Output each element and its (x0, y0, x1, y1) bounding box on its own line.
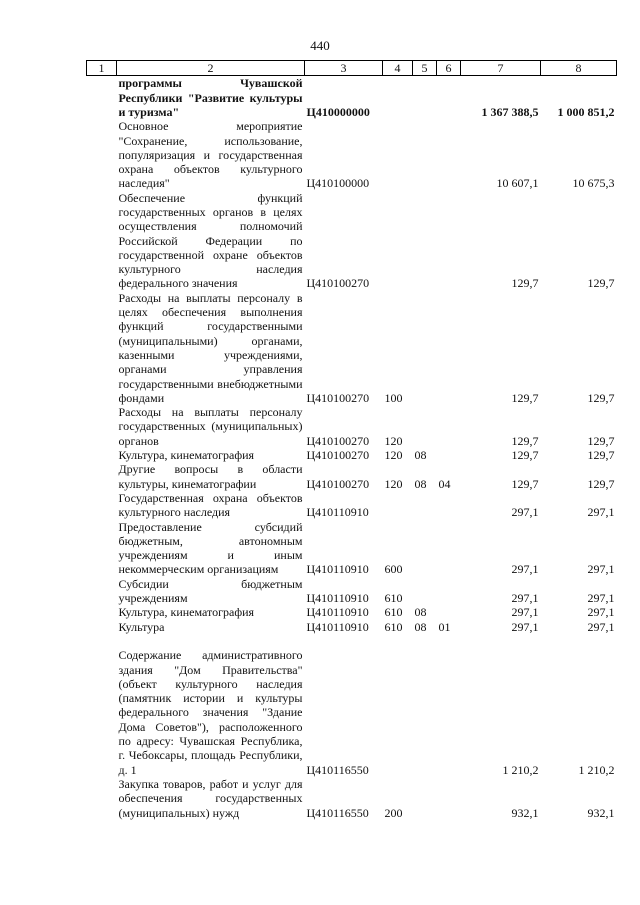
budget-table (86, 60, 617, 820)
row-subsection (437, 605, 461, 619)
row-sum-2: 932,1 (587, 805, 615, 820)
row-sum-1: 129,7 (511, 276, 539, 291)
row-sum-2: 129,7 (587, 448, 615, 463)
row-target-code: Ц410110910 (306, 505, 369, 520)
row-section (413, 76, 437, 119)
row-section (413, 291, 437, 405)
row-name: Культура, кинематография (118, 605, 255, 620)
row-expense-type: 610 (384, 619, 403, 634)
row-target-code: Ц410100270 (306, 276, 370, 291)
row-subsection (437, 491, 461, 520)
row-sum-1: 129,7 (511, 433, 539, 448)
row-expense-type: 610 (384, 605, 403, 620)
row-sum-2: 297,1 (587, 562, 615, 577)
row-sum-2: 297,1 (587, 591, 615, 606)
row-sum-1: 1 210,2 (502, 762, 539, 777)
row-section (413, 634, 437, 777)
row-expense-type (383, 119, 413, 191)
row-target-code: Ц410116550 (306, 805, 369, 820)
row-subsection (437, 777, 461, 820)
row-sum-2: 297,1 (587, 605, 615, 620)
table-header-row (87, 61, 617, 76)
table-row (87, 520, 617, 577)
row-section (413, 520, 437, 577)
row-sum-2: 10 675,3 (572, 176, 615, 191)
table-row (87, 76, 617, 119)
row-expense-type (383, 634, 413, 777)
row-sum-1: 129,7 (511, 476, 539, 491)
header-col-8: 8 (541, 61, 617, 76)
row-section (413, 191, 437, 291)
row-name: Обеспечение функций государственных органов в целях осуществления полномочий Российской Федерации по государственной охране объектов культурного наследия федерального значения (118, 190, 303, 291)
row-name: Расходы на выплаты персоналу государственных (муниципальных) органов (118, 405, 303, 448)
table-row (87, 605, 617, 619)
header-col-7: 7 (461, 61, 541, 76)
row-section (413, 405, 437, 448)
row-sum-1: 297,1 (511, 619, 539, 634)
row-expense-type (383, 191, 413, 291)
row-name: программы Чувашской Республики "Развитие культуры и туризма" (118, 76, 303, 119)
row-section (413, 119, 437, 191)
row-target-code: Ц410000000 (306, 104, 370, 119)
table-row (87, 462, 617, 491)
row-subsection (437, 405, 461, 448)
table-row (87, 634, 617, 777)
row-subsection (437, 76, 461, 119)
row-sum-2: 129,7 (587, 276, 615, 291)
table-row (87, 405, 617, 448)
table-row (87, 291, 617, 405)
row-target-code: Ц410100270 (306, 448, 370, 463)
row-section (413, 777, 437, 820)
row-name: Культура, кинематография (118, 448, 255, 463)
row-target-code: Ц410100270 (306, 433, 370, 448)
row-sum-2: 129,7 (587, 390, 615, 405)
row-name: Закупка товаров, работ и услуг для обеспечения государственных (муниципальных) нужд (118, 776, 303, 820)
row-target-code: Ц410116550 (306, 762, 369, 777)
table-row (87, 191, 617, 291)
row-section: 08 (414, 605, 427, 620)
table-row (87, 119, 617, 191)
row-target-code: Ц410110910 (306, 591, 369, 606)
row-expense-type: 120 (384, 448, 403, 463)
row-sum-1: 129,7 (511, 390, 539, 405)
row-section: 08 (414, 619, 427, 634)
row-sum-1: 129,7 (511, 448, 539, 463)
row-sum-1: 297,1 (511, 591, 539, 606)
table-row (87, 448, 617, 462)
row-sum-2: 297,1 (587, 619, 615, 634)
row-sum-1: 297,1 (511, 562, 539, 577)
table-row (87, 620, 617, 634)
row-subsection (437, 448, 461, 462)
header-col-2: 2 (117, 61, 305, 76)
row-subsection: 04 (438, 476, 451, 491)
row-sum-2: 129,7 (587, 433, 615, 448)
row-expense-type: 120 (384, 433, 403, 448)
row-subsection (437, 577, 461, 606)
row-expense-type: 610 (384, 591, 403, 606)
row-sum-1: 1 367 388,5 (481, 104, 539, 119)
row-subsection: 01 (438, 619, 451, 634)
row-sum-2: 297,1 (587, 505, 615, 520)
row-expense-type (383, 76, 413, 119)
row-name: Государственная охрана объектов культурного наследия (118, 490, 303, 520)
row-sum-1: 297,1 (511, 605, 539, 620)
row-subsection (437, 520, 461, 577)
row-name: Предоставление субсидий бюджетным, автономным учреждениям и иным некоммерческим организациям (118, 519, 303, 577)
row-target-code: Ц410100270 (306, 390, 370, 405)
row-sum-1: 297,1 (511, 505, 539, 520)
row-name: Основное мероприятие "Сохранение, использование, популяризация и государственная охрана объектов культурного наследия" (118, 119, 303, 191)
row-target-code: Ц410110910 (306, 562, 369, 577)
table-row (87, 577, 617, 606)
row-target-code: Ц410100270 (306, 476, 370, 491)
row-sum-2: 129,7 (587, 476, 615, 491)
row-name: Субсидии бюджетным учреждениям (118, 576, 303, 606)
row-section: 08 (414, 476, 427, 491)
header-col-1: 1 (87, 61, 117, 76)
row-name: Другие вопросы в области культуры, кинематографии (118, 462, 303, 491)
page-number: 440 (310, 38, 330, 53)
row-name: Содержание административного здания "Дом Правительства" (объект культурного наследия (памятник истории и культуры федерального значения "Здание Дома Советов"), расположенного по адресу: Чувашская Республика, г. Чебоксары, площадь Республики, д. 1 (118, 648, 303, 777)
row-expense-type: 600 (384, 562, 403, 577)
row-sum-1: 10 607,1 (496, 176, 539, 191)
row-expense-type: 100 (384, 390, 403, 405)
table-row (87, 491, 617, 520)
row-section (413, 577, 437, 606)
row-section (413, 491, 437, 520)
row-section: 08 (414, 448, 427, 463)
header-col-3: 3 (305, 61, 383, 76)
row-expense-type: 120 (384, 476, 403, 491)
row-name: Культура (118, 619, 165, 634)
row-target-code: Ц410110910 (306, 619, 369, 634)
row-expense-type: 200 (384, 805, 403, 820)
header-col-6: 6 (437, 61, 461, 76)
row-name: Расходы на выплаты персоналу в целях обеспечения выполнения функций государственными (муниципальными) органами, казенными учреждениями, органами управления государственными внебюджетными фондами (118, 290, 303, 405)
row-target-code: Ц410100000 (306, 176, 370, 191)
table-row (87, 777, 617, 820)
header-col-4: 4 (383, 61, 413, 76)
row-expense-type (383, 491, 413, 520)
row-subsection (437, 634, 461, 777)
row-subsection (437, 291, 461, 405)
row-target-code: Ц410110910 (306, 605, 369, 620)
header-col-5: 5 (413, 61, 437, 76)
row-subsection (437, 119, 461, 191)
row-subsection (437, 191, 461, 291)
row-sum-2: 1 210,2 (578, 762, 615, 777)
row-sum-1: 932,1 (511, 805, 539, 820)
row-sum-2: 1 000 851,2 (557, 104, 615, 119)
